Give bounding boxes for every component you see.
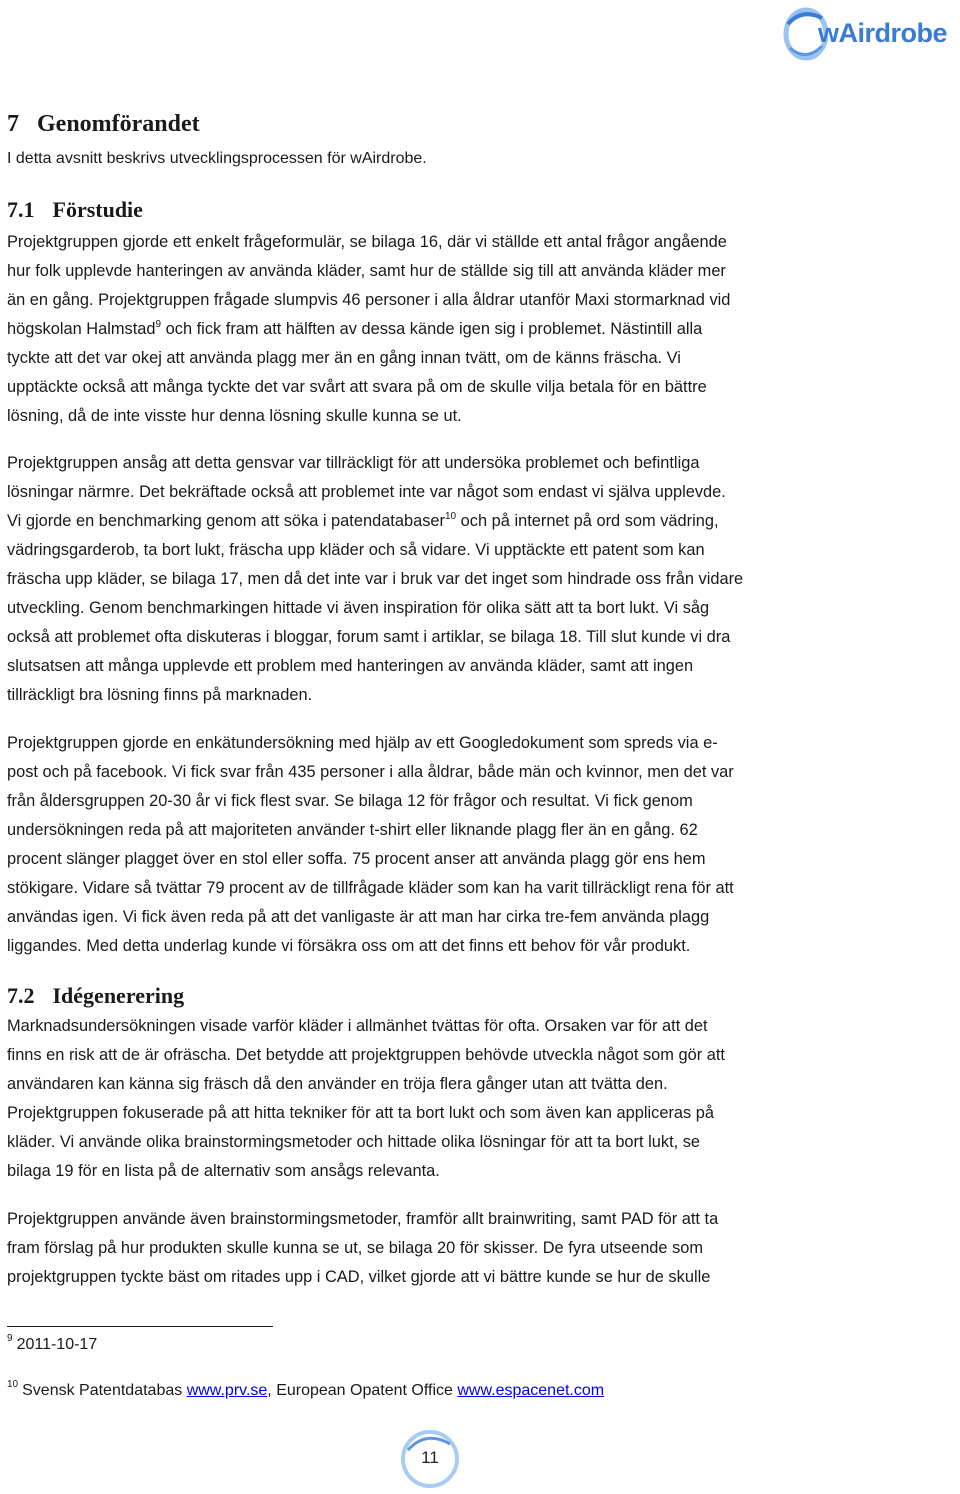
text-line: kläder. Vi använde olika brainstormingsmetoder och hittade olika lösningar för att ta bort lukt, se: [7, 1133, 701, 1151]
text-line: fräscha upp kläder, se bilaga 17, men då det inte var i bruk var det inget som hindrade oss från vidare: [7, 570, 744, 588]
text-line: vädringsgarderob, ta bort lukt, fräscha upp kläder och så vidare. Vi upptäckte ett patent som kan: [7, 541, 705, 559]
footnote-mark: 9: [7, 1333, 13, 1344]
text-segment: högskolan Halmstad: [7, 320, 156, 338]
text-line: lösning, då de inte visste hur denna lösning skulle kunna se ut.: [7, 407, 462, 425]
footnote-ref-10[interactable]: 10: [444, 511, 457, 522]
paragraph-forstudie-3: [7, 729, 955, 961]
footnote-text: , European Opatent Office: [267, 1382, 458, 1399]
section-heading-7: [7, 111, 200, 138]
text-line: liggandes. Med detta underlag kunde vi försäkra oss om att det finns ett behov för vår produkt.: [7, 937, 691, 955]
footnote-divider: [7, 1326, 273, 1327]
section-intro: I detta avsnitt beskrivs utvecklingsprocessen för wAirdrobe.: [7, 150, 427, 167]
section-number: 7.1: [7, 197, 35, 222]
footnote-text: 2011-10-17: [16, 1336, 98, 1353]
paragraph-idegenerering-1: [7, 1012, 955, 1186]
paragraph-forstudie-2: [7, 449, 955, 710]
logo-wordmark: wAirdrobe: [818, 18, 948, 48]
footnote-9: [7, 1333, 98, 1354]
wairdrobe-logo: [780, 4, 958, 64]
text-line: Projektgruppen använde även brainstormingsmetoder, framför allt brainwriting, samt PAD för att ta: [7, 1210, 719, 1228]
footnote-ref-9[interactable]: 9: [155, 319, 162, 330]
text-line: användaren kan känna sig fräsch då den använder en tröja flera gånger utan att tvätta den.: [7, 1075, 668, 1093]
text-segment: och på internet på ord som vädring,: [460, 512, 719, 530]
text-line: från åldersgruppen 20-30 år vi fick flest svar. Se bilaga 12 för frågor och resultat. Vi fick genom: [7, 792, 693, 810]
text-line: användas igen. Vi fick även reda på att det vanligaste är att man har cirka tre-fem använda plagg: [7, 908, 710, 926]
prv-link[interactable]: www.prv.se: [186, 1382, 268, 1399]
text-segment: Vi gjorde en benchmarking genom att söka i patendatabaser: [7, 512, 445, 530]
section-title: Förstudie: [52, 197, 143, 222]
text-segment: och fick fram att hälften av dessa kände igen sig i problemet. Nästintill alla: [165, 320, 703, 338]
text-line: upptäckte också att många tyckte det var svårt att svara på om de skulle vilja betala för en bättre: [7, 378, 707, 396]
paragraph-forstudie-1: [7, 228, 955, 431]
footnote-text: Svensk Patentdatabas: [22, 1382, 187, 1399]
text-line: tillräckligt bra lösning finns på marknaden.: [7, 686, 313, 704]
text-line: Projektgruppen ansåg att detta gensvar var tillräckligt för att undersöka problemet och befintliga: [7, 454, 700, 472]
text-line: Marknadsundersökningen visade varför kläder i allmänhet tvättas för ofta. Orsaken var för att det: [7, 1017, 708, 1035]
text-line: tyckte att det var okej att använda plagg mer än en gång innan tvätt, om de känns fräscha. Vi: [7, 349, 681, 367]
text-line: procent slänger plagget över en stol eller soffa. 75 procent anser att använda plagg gör ens hem: [7, 850, 706, 868]
espacenet-link[interactable]: www.espacenet.com: [457, 1382, 605, 1399]
text-line: finns en risk att de är ofräscha. Det betydde att projektgruppen behövde utveckla något som gör att: [7, 1046, 725, 1064]
text-line: slutsatsen att många upplevde ett problem med hanteringen av använda kläder, samt att ingen: [7, 657, 694, 675]
text-line: också att problemet ofta diskuteras i bloggar, forum samt i artiklar, se bilaga 18. Till slut kunde vi dra: [7, 628, 731, 646]
text-line: Projektgruppen gjorde ett enkelt frågeformulär, se bilaga 16, där vi ställde ett antal frågor angående: [7, 233, 727, 251]
page-number-badge: [398, 1428, 462, 1490]
section-heading-7-2: [7, 983, 184, 1009]
section-heading-7-1: [7, 197, 143, 223]
text-line: Projektgruppen fokuserade på att hitta tekniker för att ta bort lukt och som även kan appliceras på: [7, 1104, 715, 1122]
footnote-mark: 10: [7, 1379, 19, 1390]
footnote-10: [7, 1379, 605, 1400]
text-line: fram förslag på hur produkten skulle kunna se ut, se bilaga 20 för skisser. De fyra utseende som: [7, 1239, 704, 1257]
text-line: stökigare. Vidare så tvättar 79 procent av de tillfrågade kläder som kan ha varit tillräckligt rena för att: [7, 879, 734, 897]
text-line: [7, 315, 955, 344]
section-title: Genomförandet: [37, 111, 200, 137]
text-line: Projektgruppen gjorde en enkätundersökning med hjälp av ett Googledokument som spreds via e-: [7, 734, 718, 752]
text-line: bilaga 19 för en lista på de alternativ som ansågs relevanta.: [7, 1162, 440, 1180]
text-line: än en gång. Projektgruppen frågade slumpvis 46 personer i alla åldrar utanför Maxi stormarknad vid: [7, 291, 731, 309]
text-line: utveckling. Genom benchmarkingen hittade vi även inspiration för olika sätt att ta bort lukt. Vi såg: [7, 599, 710, 617]
section-number: 7: [7, 111, 19, 137]
text-line: projektgruppen tyckte bäst om ritades upp i CAD, vilket gjorde att vi bättre kunde se hur de skulle: [7, 1268, 711, 1286]
section-title: Idégenerering: [52, 983, 185, 1008]
text-line: undersökningen reda på att majoriteten använder t-shirt eller liknande plagg fler än en gång. 62: [7, 821, 698, 839]
text-line: [7, 507, 955, 536]
page-number: 11: [421, 1448, 439, 1467]
text-line: hur folk upplevde hanteringen av använda kläder, samt hur de ställde sig till att använda kläder mer: [7, 262, 726, 280]
section-number: 7.2: [7, 983, 35, 1008]
text-line: lösningar närmre. Det bekräftade också att problemet inte var något som endast vi själva upplevde.: [7, 483, 726, 501]
paragraph-idegenerering-2: [7, 1205, 955, 1292]
text-line: post och på facebook. Vi fick svar från 435 personer i alla åldrar, både män och kvinnor, men det var: [7, 763, 734, 781]
